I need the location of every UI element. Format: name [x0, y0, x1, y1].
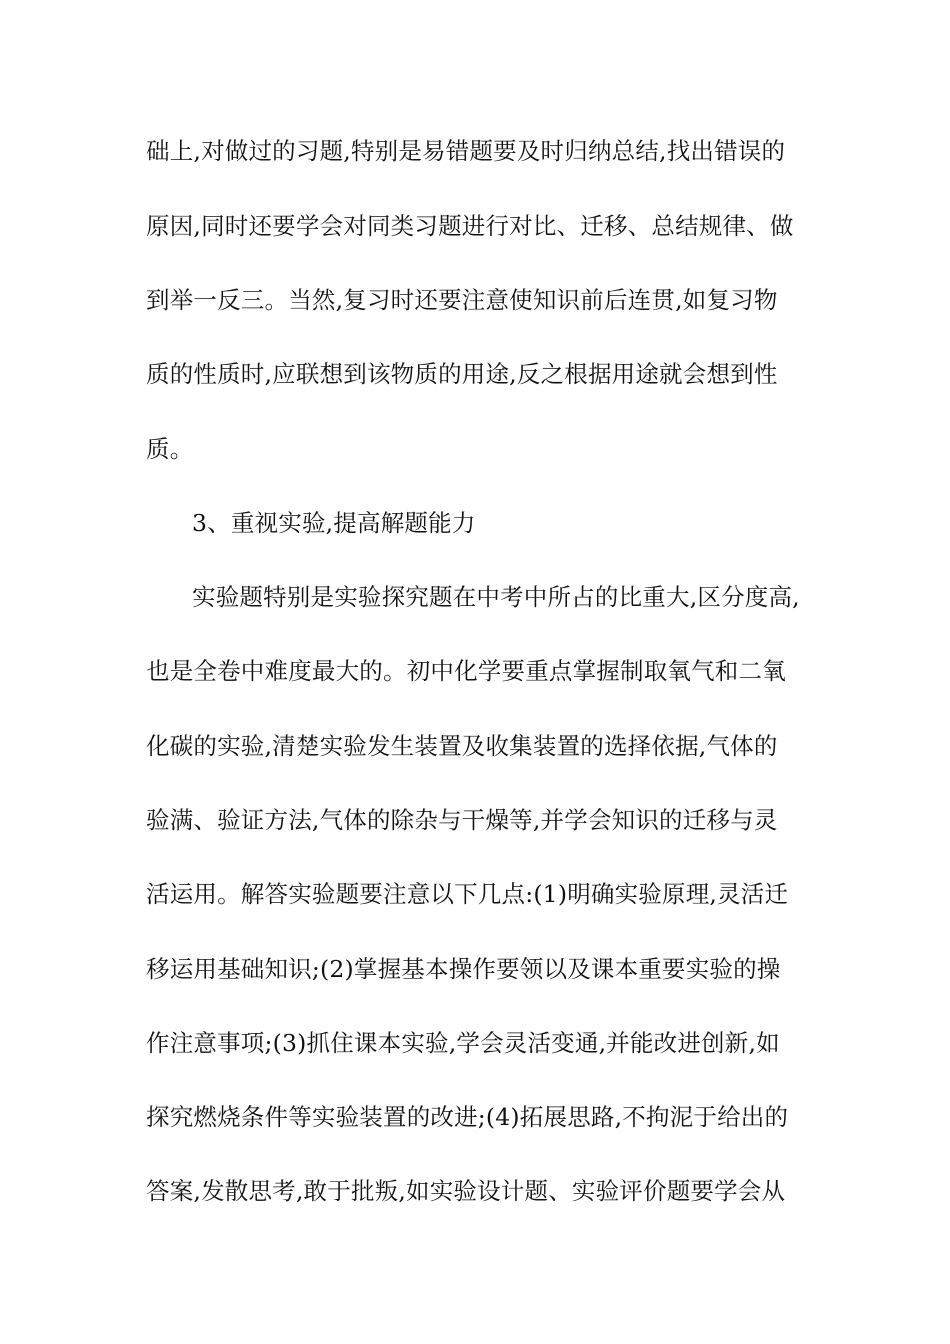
text-line-3: 到举一反三。当然,复习时还要注意使知识前后连贯,如复习物	[146, 286, 778, 314]
text-line-13: 作注意事项;(3)抓住课本实验,学会灵活变通,并能改进创新,如	[146, 1029, 780, 1057]
text-line-14: 探究燃烧条件等实验装置的改进;(4)拓展思路,不拘泥于给出的	[146, 1103, 789, 1131]
text-line-7: 实验题特别是实验探究题在中考中所占的比重大,区分度高,	[192, 583, 800, 611]
text-line-2: 原因,同时还要学会对同类习题进行对比、迁移、总结规律、做	[146, 212, 794, 240]
text-line-9: 化碳的实验,清楚实验发生装置及收集装置的选择依据,气体的	[146, 732, 778, 760]
text-line-4: 质的性质时,应联想到该物质的用途,反之根据用途就会想到性	[146, 360, 778, 388]
text-line-5: 质。	[146, 435, 194, 463]
section-heading: 3、重视实验,提高解题能力	[192, 509, 476, 537]
text-line-12: 移运用基础知识;(2)掌握基本操作要领以及课本重要实验的操	[146, 955, 781, 983]
text-line-8: 也是全卷中难度最大的。初中化学要重点掌握制取氧气和二氧	[146, 657, 786, 685]
text-line-1: 础上,对做过的习题,特别是易错题要及时归纳总结,找出错误的	[146, 137, 786, 165]
text-line-10: 验满、验证方法,气体的除杂与干燥等,并学会知识的迁移与灵	[146, 806, 778, 834]
text-line-15: 答案,发散思考,敢于批叛,如实验设计题、实验评价题要学会从	[146, 1177, 786, 1205]
text-line-11: 活运用。解答实验题要注意以下几点:(1)明确实验原理,灵活迁	[146, 880, 789, 908]
